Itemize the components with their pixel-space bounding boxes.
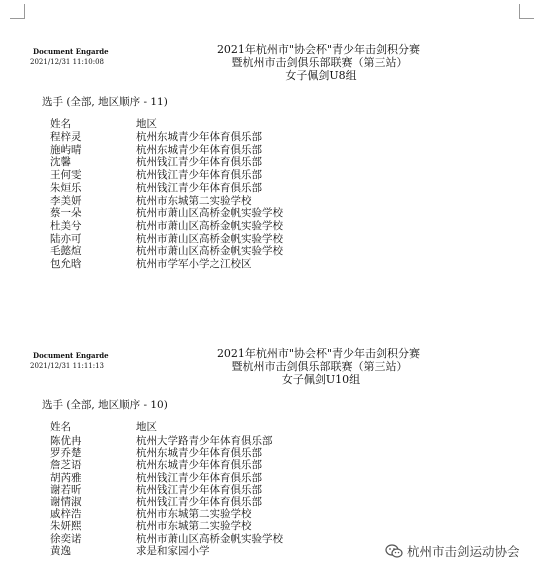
- competitor-area: 杭州市萧山区高桥金帆实验学校: [136, 207, 283, 220]
- competitor-name: 黄逸: [50, 544, 71, 557]
- competitor-area: 杭州东城青少年体育俱乐部: [136, 131, 262, 143]
- competitor-name: 朱妍熙: [50, 520, 82, 533]
- event-title: [0, 43, 547, 82]
- competitor-area: 杭州市东城第二实验学校: [136, 520, 252, 533]
- competitor-area: 杭州市萧山区高桥金帆实验学校: [136, 532, 283, 545]
- watermark-text: 杭州市击剑运动协会: [407, 544, 520, 559]
- competitor-area: 杭州市萧山区高桥金帆实验学校: [136, 245, 283, 258]
- competitor-area: 杭州市萧山区高桥金帆实验学校: [136, 232, 283, 245]
- title-line-1: 2021年杭州市"协会杯"青少年击剑积分赛: [216, 347, 421, 360]
- competitor-area: 杭州市东城第二实验学校: [136, 194, 252, 207]
- competitor-name: 李美妍: [50, 194, 82, 207]
- document-source: Document Engarde: [33, 47, 109, 56]
- competitor-name: 毛懿煊: [50, 245, 82, 258]
- column-header-name: 姓名: [50, 421, 71, 433]
- competitor-name: 徐奕诺: [50, 532, 82, 545]
- competitor-area: 杭州钱江青少年体育俱乐部: [136, 471, 262, 484]
- competitor-area: 杭州大学路青少年体育俱乐部: [136, 435, 273, 447]
- competitor-name: 詹芝语: [50, 459, 82, 472]
- competitor-name: 朱烜乐: [50, 181, 82, 194]
- title-line-3: 女子佩剑U10组: [281, 373, 361, 386]
- competitor-name: 包允晗: [50, 258, 82, 270]
- competitor-area: 杭州市学军小学之江校区: [136, 258, 252, 270]
- column-header-area: 地区: [136, 421, 157, 433]
- page-corner-mark-left: [10, 4, 25, 19]
- event-title: [0, 347, 547, 386]
- page-corner-mark-right: [519, 4, 534, 19]
- competitor-name: 胡芮雅: [50, 471, 82, 484]
- competitor-name: 陆亦可: [50, 232, 82, 245]
- title-line-3: 女子佩剑U8组: [285, 69, 357, 82]
- competitor-area: 杭州钱江青少年体育俱乐部: [136, 169, 262, 182]
- competitor-area: 杭州东城青少年体育俱乐部: [136, 143, 262, 156]
- competitor-name: 陈优冉: [50, 435, 82, 447]
- competitor-name: 施屿晴: [50, 143, 82, 156]
- title-line-2: 暨杭州市击剑俱乐部联赛（第三站）: [231, 360, 408, 373]
- competitor-name: 程梓灵: [50, 131, 82, 143]
- competitor-name: 王何雯: [50, 169, 82, 182]
- competitor-name: 杜美兮: [50, 219, 82, 232]
- document-timestamp: 2021/12/31 11:11:13: [30, 362, 105, 370]
- competitor-area: 杭州钱江青少年体育俱乐部: [136, 181, 262, 194]
- column-header-name: 姓名: [50, 118, 71, 130]
- wechat-icon: [385, 544, 403, 559]
- competitor-area: 杭州东城青少年体育俱乐部: [136, 447, 262, 460]
- competitor-area: 杭州市萧山区高桥金帆实验学校: [136, 219, 283, 232]
- list-subheading: 选手 (全部, 地区顺序 - 11): [42, 96, 168, 108]
- competitor-area: 杭州钱江青少年体育俱乐部: [136, 156, 262, 169]
- competitor-name: 蔡一朵: [50, 207, 82, 220]
- competitor-area: 求是和家园小学: [136, 544, 210, 557]
- watermark: [385, 542, 520, 560]
- competitor-area: 杭州东城青少年体育俱乐部: [136, 459, 262, 472]
- competitor-area: 杭州市东城第二实验学校: [136, 508, 252, 521]
- competitor-name: 罗乔楚: [50, 447, 82, 460]
- column-header-area: 地区: [136, 118, 157, 130]
- competitor-area: 杭州钱江青少年体育俱乐部: [136, 496, 262, 508]
- document-source: Document Engarde: [33, 351, 109, 360]
- competitor-area: 杭州钱江青少年体育俱乐部: [136, 483, 262, 496]
- competitor-name: 谢若昕: [50, 483, 82, 496]
- title-line-1: 2021年杭州市"协会杯"青少年击剑积分赛: [216, 43, 421, 56]
- competitor-name: 谢情淑: [50, 496, 82, 508]
- competitor-name: 沈馨: [50, 156, 71, 169]
- competitor-name: 戚梓浩: [50, 508, 82, 521]
- title-line-2: 暨杭州市击剑俱乐部联赛（第三站）: [231, 56, 408, 69]
- list-subheading: 选手 (全部, 地区顺序 - 10): [42, 399, 168, 411]
- document-timestamp: 2021/12/31 11:10:08: [30, 58, 105, 66]
